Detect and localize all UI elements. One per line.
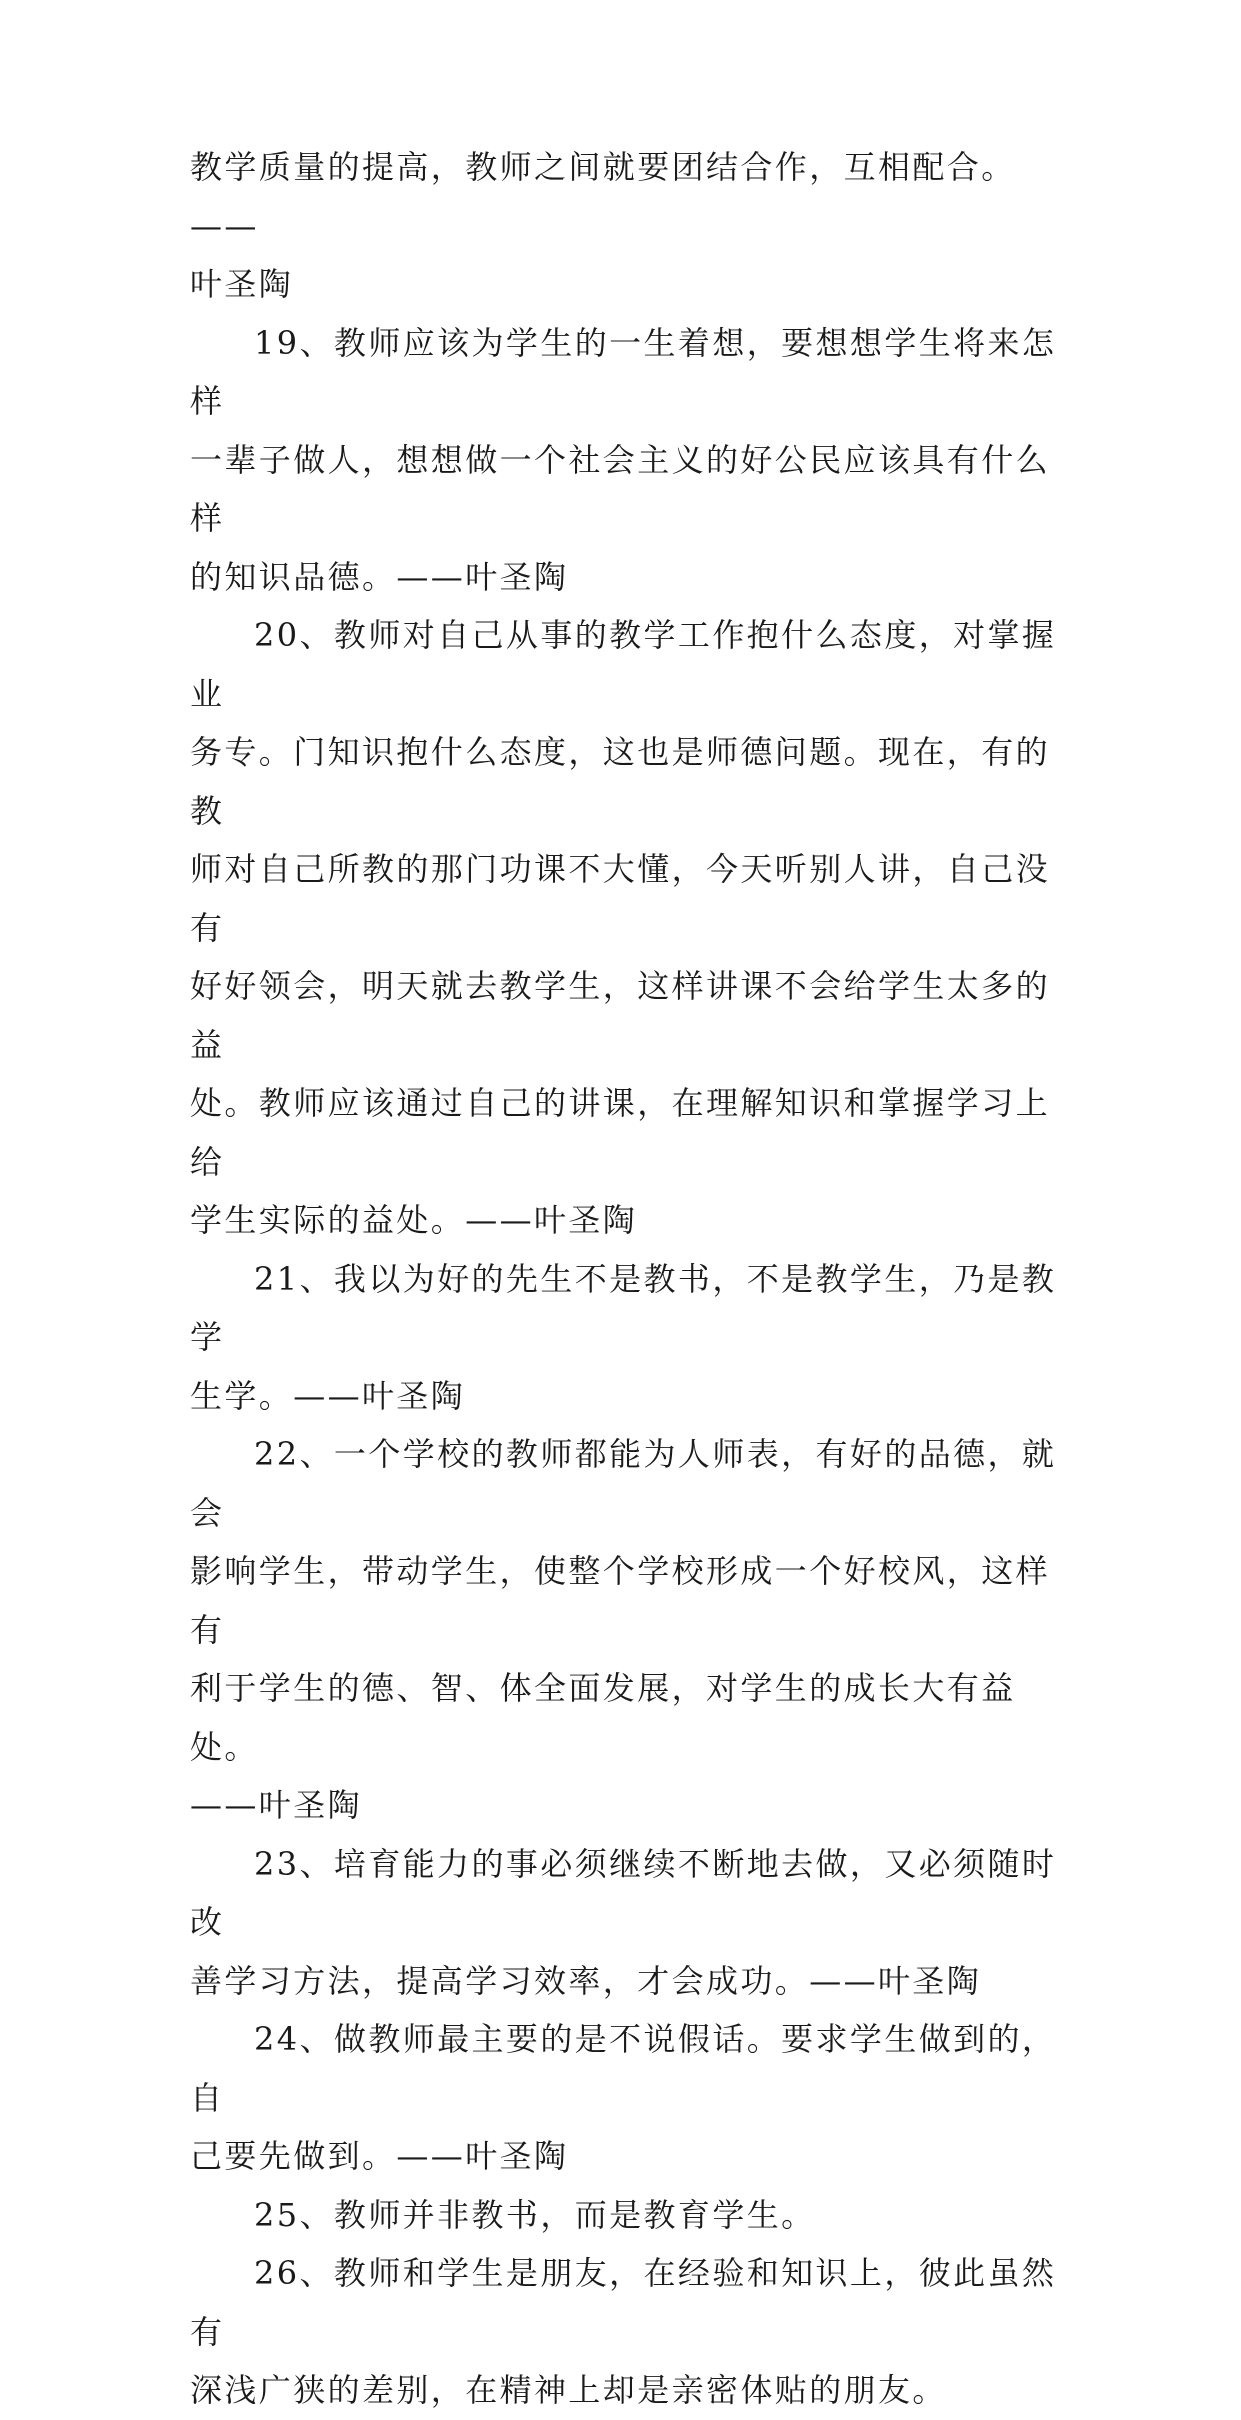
paragraph-continuation: 教学质量的提高，教师之间就要团结合作，互相配合。—— 叶圣陶 — [190, 148, 1016, 303]
paragraph-quote-24: 24、做教师最主要的是不说假话。要求学生做到的，自 己要先做到。——叶圣陶 — [190, 2020, 1057, 2175]
paragraph-quote-20: 20、教师对自己从事的教学工作抱什么态度，对掌握业 务专。门知识抱什么态度，这也是师德问题。现在，有的教 师对自己所教的那门功课不大懂，今天听别人讲，自己没有 好好领会，明天就去教学生，这样讲课不会给学生太多的益 处。教师应该通过自己的讲课，在理解知识和掌握学习上给 学生实际的益处。——叶圣陶 — [190, 616, 1057, 1239]
paragraph-quote-25: 25、教师并非教书，而是教育学生。 — [254, 2195, 816, 2234]
paragraph-quote-19: 19、教师应该为学生的一生着想，要想想学生将来怎样 一辈子做人，想想做一个社会主义的好公民应该具有什么样 的知识品德。——叶圣陶 — [190, 323, 1057, 596]
document-page — [190, 138, 1060, 2420]
paragraph-quote-26: 26、教师和学生是朋友，在经验和知识上，彼此虽然有 深浅广狭的差别，在精神上却是亲密体贴的朋友。 — [190, 2254, 1057, 2409]
paragraph-quote-22: 22、一个学校的教师都能为人师表，有好的品德，就会 影响学生，带动学生，使整个学校形成一个好校风，这样有 利于学生的德、智、体全面发展，对学生的成长大有益处。 ——叶圣陶 — [190, 1435, 1057, 1824]
paragraph-quote-23: 23、培育能力的事必须继续不断地去做，又必须随时改 善学习方法，提高学习效率，才会成功。——叶圣陶 — [190, 1844, 1057, 2000]
paragraph-quote-21: 21、我以为好的先生不是教书，不是教学生，乃是教学 生学。——叶圣陶 — [190, 1259, 1057, 1415]
